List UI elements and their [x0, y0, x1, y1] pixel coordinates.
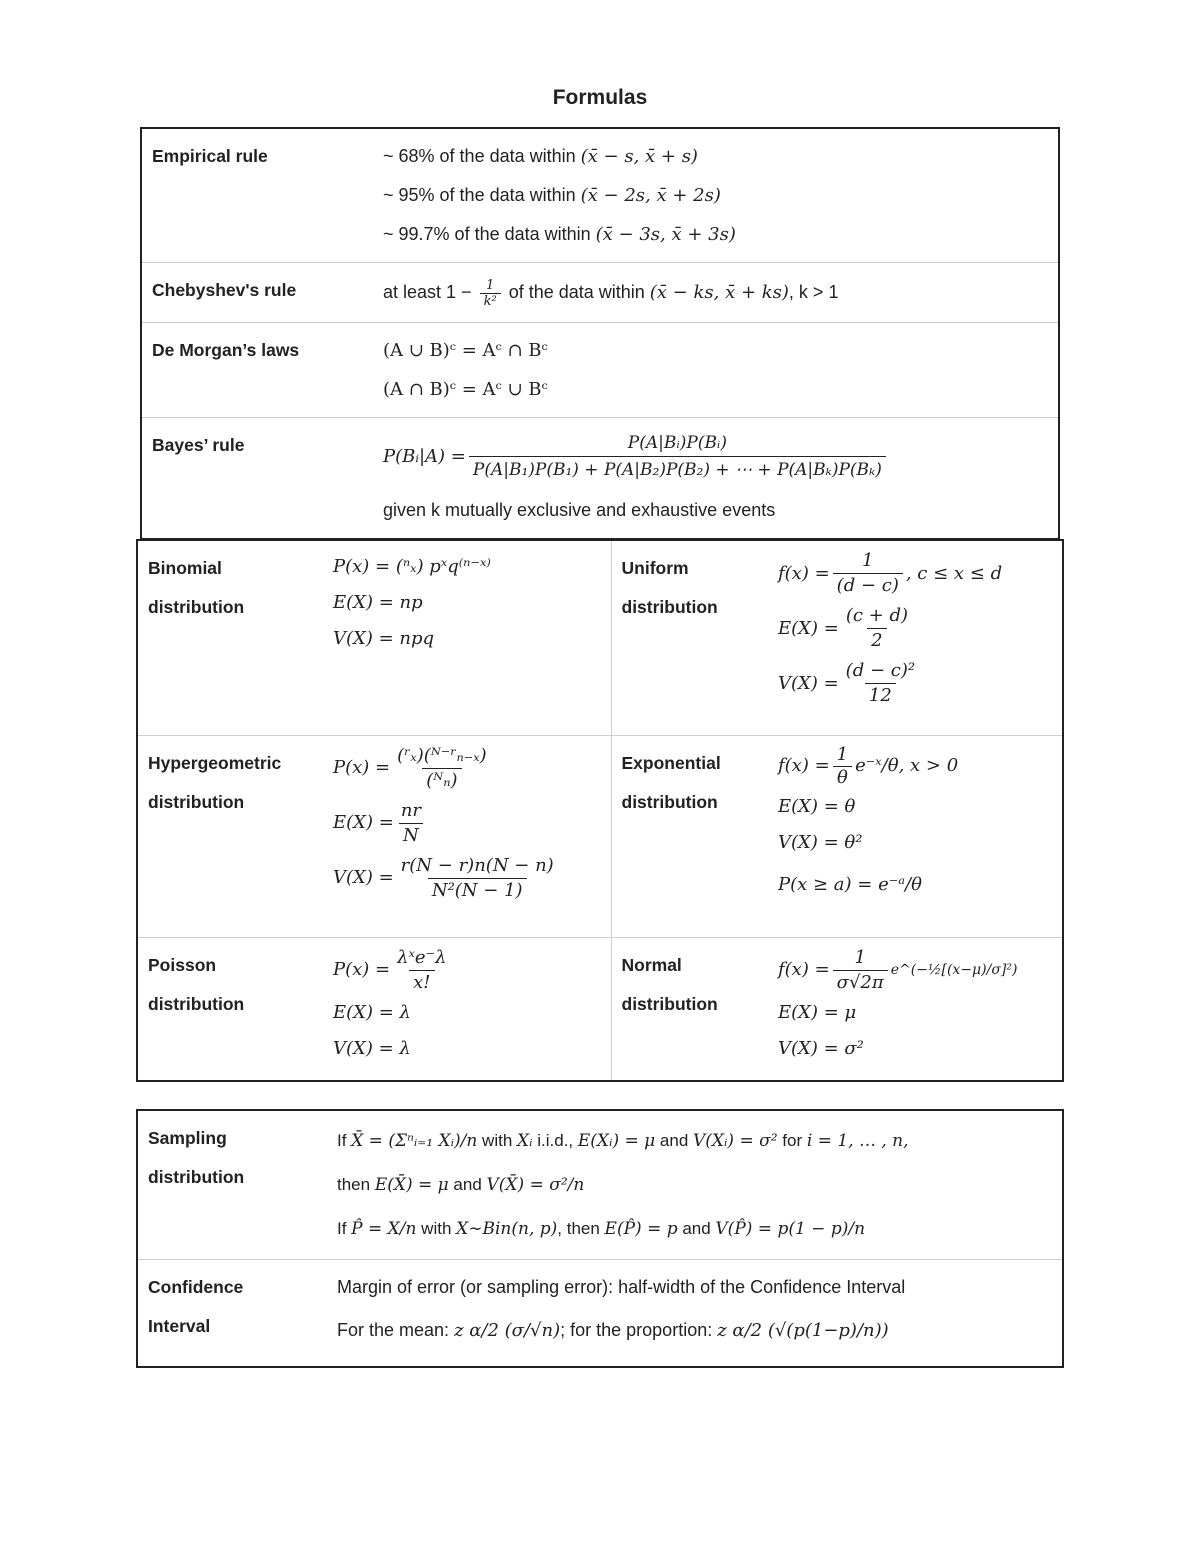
chebyshev-prefix: at least 1 −: [383, 282, 472, 302]
chebyshev-fraction: [480, 278, 501, 309]
normal-mean: E(X) = μ: [778, 1001, 857, 1023]
empirical-line-2-math: (x̄ − 2s, x̄ + 2s): [580, 185, 721, 206]
uniform-mean: E(X) = $\frac{(c + d)}{2}$: [778, 605, 908, 651]
rules-table: [140, 127, 1060, 540]
exponential-tail: P(x ≥ a) = e⁻ᵃ/θ: [778, 873, 922, 895]
distributions-row-2: [137, 735, 1063, 937]
demorgan-row: [141, 323, 1059, 418]
exponential-pdf: f(x) = $\frac{1}{\theta}$ e⁻ˣ/θ , x > 0: [778, 743, 959, 788]
sampling-row: [137, 1110, 1063, 1260]
poisson-mean: E(X) = λ: [333, 1001, 411, 1023]
chebyshev-rule-label: Chebyshev's rule: [152, 280, 297, 300]
distributions-row-1: [137, 540, 1063, 735]
demorgan-law-1: (A ∪ B)ᶜ = Aᶜ ∩ Bᶜ: [383, 340, 548, 361]
bayes-lhs: P(Bᵢ|A) =: [383, 446, 466, 467]
bayes-fraction: [469, 430, 886, 483]
bayes-numerator: P(A|Bᵢ)P(Bᵢ): [627, 433, 727, 453]
normal-pdf: f(x) = $\frac{1}{\sigma√2\pi}$ e^(−½[(x−μ)/σ]²): [778, 946, 1018, 993]
confidence-label-2: Interval: [148, 1316, 211, 1336]
exponential-label-1: Exponential: [621, 752, 721, 773]
poisson-label-1: Poisson: [148, 954, 217, 975]
poisson-label-2: distribution: [148, 993, 245, 1014]
hypergeometric-mean: E(X) = $\frac{nr}{N}$: [333, 799, 422, 846]
sampling-line-3: If P̂ = X/n with X∼Bin(n, p), then E(P̂) = p and V(P̂) = p(1 − p)/n: [337, 1219, 866, 1239]
binomial-label-2: distribution: [148, 597, 245, 617]
confidence-margin-text: Margin of error (or sampling error): half-width of the Confidence Interval: [337, 1277, 906, 1297]
empirical-line-3-text: ~ 99.7% of the data within: [383, 224, 596, 244]
chebyshev-frac-den: k²: [480, 293, 501, 309]
normal-label-2: distribution: [621, 993, 718, 1014]
demorgan-label: De Morgan’s laws: [152, 340, 300, 360]
empirical-line-3-math: (x̄ − 3s, x̄ + 3s): [595, 224, 736, 245]
empirical-line-2-text: ~ 95% of the data within: [383, 185, 581, 205]
empirical-line-1-text: ~ 68% of the data within: [383, 146, 581, 166]
uniform-label-2: distribution: [621, 597, 718, 617]
sampling-label-2: distribution: [148, 1167, 245, 1187]
hypergeometric-pmf: P(x) = $\frac{\text{(ʳₓ)(ᴺ⁻ʳₙ₋ₓ)}}{\text{(ᴺₙ)}}$: [333, 744, 487, 791]
confidence-formulas: For the mean: z α/2 (σ/√n); for the proportion: z α/2 (√(p(1−p)/n)): [337, 1320, 889, 1341]
exponential-label-2: distribution: [621, 791, 718, 812]
sampling-label-1: Sampling: [148, 1128, 227, 1148]
distributions-table: [136, 539, 1064, 1082]
chebyshev-rule-row: [141, 263, 1059, 323]
binomial-label-1: Binomial: [148, 558, 222, 578]
empirical-rule-row: [141, 128, 1059, 263]
poisson-pmf: P(x) = $\frac{\text{λˣe⁻λ}}{x!}$: [333, 946, 447, 993]
distributions-row-3: [137, 937, 1063, 1081]
chebyshev-post: , k > 1: [788, 282, 839, 302]
sampling-line-2: then E(X̄) = μ and V(X̄) = σ²/n: [337, 1175, 585, 1195]
empirical-line-1-math: (x̄ − s, x̄ + s): [580, 146, 698, 167]
chebyshev-math: (x̄ − ks, x̄ + ks): [649, 282, 789, 303]
chebyshev-mid: of the data within: [508, 282, 650, 302]
sampling-line-1: If X̄ = (Σⁿᵢ₌₁ Xᵢ)/n with Xᵢ i.i.d., E(Xᵢ) = μ and V(Xᵢ) = σ² for i = 1, … , n,: [337, 1131, 909, 1151]
normal-label-1: Normal: [621, 954, 682, 975]
confidence-row: [137, 1260, 1063, 1368]
uniform-pdf: f(x) = $\frac{1}{(d - c)}$ , c ≤ x ≤ d: [778, 550, 1003, 596]
empirical-rule-label: Empirical rule: [152, 146, 268, 166]
chebyshev-frac-num: 1: [485, 277, 495, 293]
bayes-row: [141, 418, 1059, 540]
uniform-variance: V(X) = $\frac{\text{(d − c)²}}{12}$: [778, 660, 916, 706]
page-title: Formulas: [552, 86, 648, 109]
bayes-note: given k mutually exclusive and exhaustive events: [383, 500, 776, 520]
binomial-pmf: P(x) = (ⁿₓ) pˣq⁽ⁿ⁻ˣ⁾: [333, 556, 491, 577]
exponential-mean: E(X) = θ: [778, 795, 856, 817]
bayes-denominator: P(A|B₁)P(B₁) + P(A|B₂)P(B₂) + ⋯ + P(A|Bₖ)P(Bₖ): [469, 456, 886, 483]
binomial-variance: V(X) = npq: [333, 628, 435, 649]
bayes-label: Bayes’ rule: [152, 435, 245, 455]
poisson-variance: V(X) = λ: [333, 1037, 411, 1059]
confidence-label-1: Confidence: [148, 1277, 244, 1297]
demorgan-law-2: (A ∩ B)ᶜ = Aᶜ ∪ Bᶜ: [383, 379, 548, 400]
hypergeometric-label-2: distribution: [148, 791, 245, 812]
uniform-label-1: Uniform: [621, 558, 689, 578]
binomial-mean: E(X) = np: [333, 592, 423, 613]
hypergeometric-label-1: Hypergeometric: [148, 752, 282, 773]
exponential-variance: V(X) = θ²: [778, 831, 863, 853]
normal-variance: V(X) = σ²: [778, 1037, 864, 1059]
hypergeometric-variance: V(X) = $\frac{r(N - r)n(N - n)}{\text{N²(N − 1)}}$: [333, 854, 554, 901]
sampling-table: [136, 1109, 1064, 1368]
